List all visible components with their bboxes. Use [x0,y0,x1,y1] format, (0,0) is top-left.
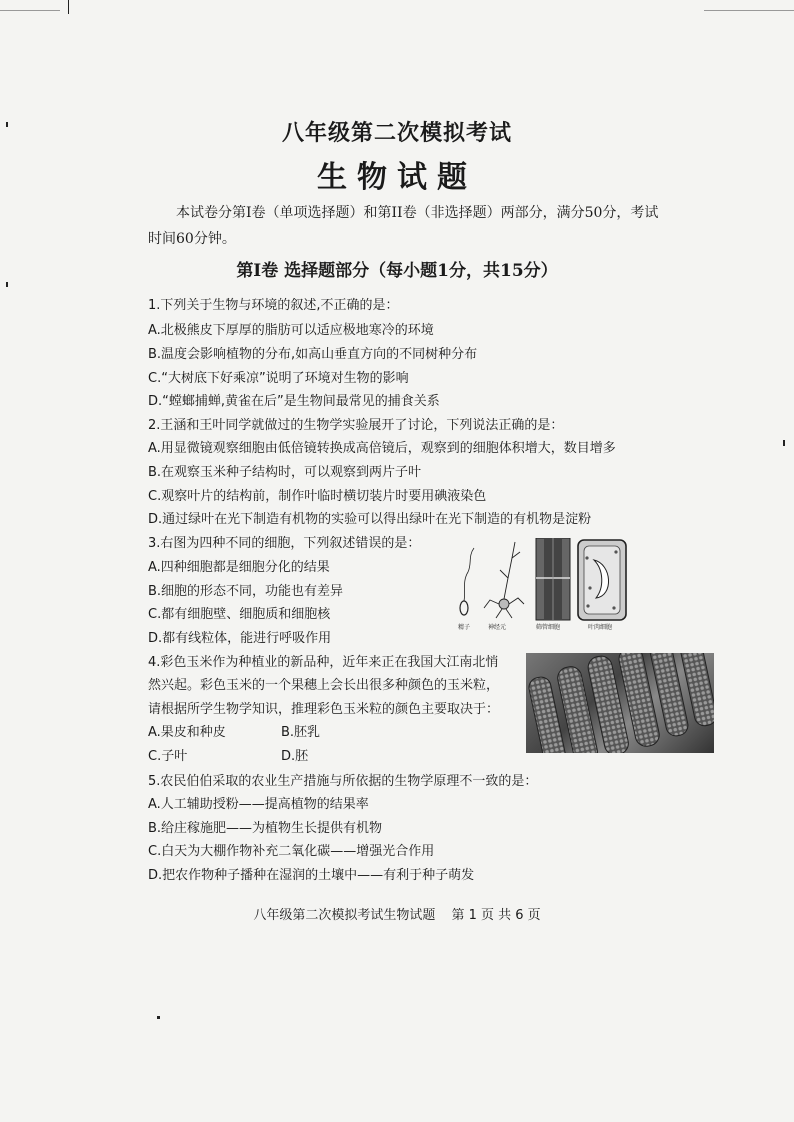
corn-cobs-drawing [526,653,714,753]
colored-corn-photo [526,653,714,753]
question-4-option-a: A.果皮和种皮 [148,725,226,740]
question-4-option-c: C.子叶 [148,749,188,764]
footer-page-info: 第 1 页 共 6 页 [451,908,541,923]
question-4-option-d: D.胚 [281,749,309,764]
cell-label-sieve-tube: 筛管细胞 [536,624,561,631]
question-3-option-a: A.四种细胞都是细胞分化的结果 [148,560,330,575]
scan-mark [783,440,785,446]
exam-title: 八年级第二次模拟考试 [281,120,512,146]
question-4-option-b: B.胚乳 [281,725,321,740]
question-2-option-d: D.通过绿叶在光下制造有机物的实验可以得出绿叶在光下制造的有机物是淀粉 [148,512,592,527]
question-4-stem-line-2: 然兴起。彩色玉米的一个果穗上会长出很多种颜色的玉米粒， [148,678,500,693]
neuron-drawing [484,542,524,618]
question-3-option-c: C.都有细胞壁、细胞质和细胞核 [148,607,331,622]
scan-mark [704,10,794,11]
question-3-option-d: D.都有线粒体，能进行呼吸作用 [148,631,332,646]
question-5-option-d: D.把农作物种子播种在湿润的土壤中——有利于种子萌发 [148,868,475,883]
question-1-option-d: D.“螳螂捕蝉,黄雀在后”是生物间最常见的捕食关系 [148,394,440,409]
question-5-option-c: C.白天为大棚作物补充二氧化碳——增强光合作用 [148,844,435,859]
cell-label-mesophyll: 叶肉细胞 [588,624,613,631]
page-footer [0,904,794,923]
question-4-stem-line-1: 4.彩色玉米作为种植业的新品种，近年来正在我国大江南北悄 [148,655,499,670]
cell-label-neuron: 神经元 [488,624,507,631]
question-1-option-a: A.北极熊皮下厚厚的脂肪可以适应极地寒冷的环境 [148,323,434,338]
mesophyll-cell-drawing [578,540,626,620]
question-1-option-c: C.“大树底下好乘凉”说明了环境对生物的影响 [148,371,409,386]
exam-instructions: 本试卷分第Ⅰ卷（单项选择题）和第II卷（非选择题）两部分，满分50分，考试时间60分钟。 [148,205,659,247]
question-1-option-b: B.温度会影响植物的分布,如高山垂直方向的不同树种分布 [148,347,478,362]
question-5-option-b: B.给庄稼施肥——为植物生长提供有机物 [148,821,383,836]
question-2-option-a: A.用显微镜观察细胞由低倍镜转换成高倍镜后，观察到的细胞体积增大，数目增多 [148,441,616,456]
sperm-cell-drawing [460,548,474,615]
question-3-stem: 3.右图为四种不同的细胞，下列叙述错误的是： [148,536,421,551]
scan-mark [157,1016,160,1019]
scan-mark [68,0,69,14]
question-1-stem: 1.下列关于生物与环境的叙述,不正确的是： [148,298,399,313]
question-2-stem: 2.王涵和王叶同学就做过的生物学实验展开了讨论，下列说法正确的是： [148,418,564,433]
four-cells-figure [452,538,632,630]
scan-mark [6,282,8,287]
question-5-stem: 5.农民伯伯采取的农业生产措施与所依据的生物学原理不一致的是： [148,774,538,789]
scan-mark [0,10,60,11]
subject-title: 生物试题 [317,160,477,195]
footer-doc-name: 八年级第二次模拟考试生物试题 [253,908,436,923]
sieve-tube-drawing [536,538,570,620]
question-3-option-b: B.细胞的形态不同，功能也有差异 [148,584,344,599]
question-2-option-c: C.观察叶片的结构前，制作叶临时横切装片时要用碘液染色 [148,489,487,504]
cells-drawing [452,538,632,622]
cell-label-sperm: 精子 [458,624,471,631]
question-5-option-a: A.人工辅助授粉——提高植物的结果率 [148,797,369,812]
section-title: 第Ⅰ卷 选择题部分（每小题1分，共15分） [236,261,558,281]
question-4-stem-line-3: 请根据所学生物学知识，推理彩色玉米粒的颜色主要取决于： [148,702,500,717]
question-2-option-b: B.在观察玉米种子结构时，可以观察到两片子叶 [148,465,422,480]
